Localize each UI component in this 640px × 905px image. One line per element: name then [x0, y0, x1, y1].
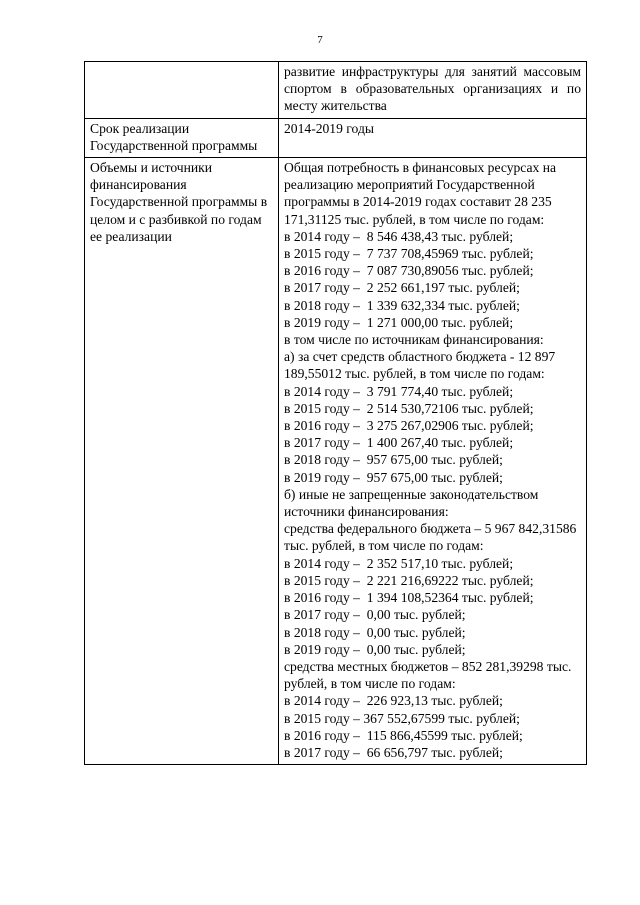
regional-year-line: в 2017 году – 1 400 267,40 тыс. рублей;: [284, 435, 514, 451]
total-year-line: в 2014 году – 8 546 438,43 тыс. рублей;: [284, 228, 514, 244]
local-budget-heading: средства местных бюджетов – 852 281,39298 тыс. рублей, в том числе по годам:: [284, 658, 572, 692]
local-year-line: в 2017 году – 66 656,797 тыс. рублей;: [284, 744, 503, 760]
row-label-empty: [85, 62, 279, 119]
federal-year-line: в 2016 году – 1 394 108,52364 тыс. рублей;: [284, 590, 534, 606]
federal-year-line: в 2018 году – 0,00 тыс. рублей;: [284, 624, 466, 640]
local-year-line: в 2014 году – 226 923,13 тыс. рублей;: [284, 693, 503, 709]
federal-budget-heading: средства федерального бюджета – 5 967 842,31586 тыс. рублей, в том числе по годам:: [284, 521, 577, 554]
term-value: 2014-2019 годы: [279, 118, 587, 157]
financing-intro: Общая потребность в финансовых ресурсах на реализацию мероприятий Государственной программы в 2014-2019 годах составит 28 235 171,31125 тыс. рублей, в том числе по годам:: [284, 160, 557, 227]
page-number: 7: [317, 34, 323, 46]
regional-year-line: в 2016 году – 3 275 267,02906 тыс. рублей;: [284, 418, 534, 434]
local-year-line: в 2015 году – 367 552,67599 тыс. рублей;: [284, 710, 520, 726]
federal-year-line: в 2017 году – 0,00 тыс. рублей;: [284, 607, 466, 623]
total-year-line: в 2019 году – 1 271 000,00 тыс. рублей;: [284, 314, 514, 330]
financing-label: Объемы и источники финансирования Государственной программы в целом и с разбивкой по годам ее реализации: [85, 158, 279, 765]
table-row-term: [85, 118, 587, 157]
regional-year-line: в 2014 году – 3 791 774,40 тыс. рублей;: [284, 383, 514, 399]
total-year-line: в 2018 году – 1 339 632,334 тыс. рублей;: [284, 297, 520, 313]
regional-year-line: в 2019 году – 957 675,00 тыс. рублей;: [284, 469, 503, 485]
federal-year-line: в 2019 году – 0,00 тыс. рублей;: [284, 641, 466, 657]
program-passport-table: [84, 61, 587, 765]
other-sources-heading: б) иные не запрещенные законодательством источники финансирования:: [284, 486, 539, 520]
regional-year-line: в 2018 году – 957 675,00 тыс. рублей;: [284, 452, 503, 468]
financing-details: [279, 158, 587, 765]
federal-year-line: в 2014 году – 2 352 517,10 тыс. рублей;: [284, 555, 514, 571]
regional-budget-heading: а) за счет средств областного бюджета - 12 897 189,55012 тыс. рублей, в том числе по годам:: [284, 349, 556, 382]
continuation-text: развитие инфраструктуры для занятий массовым спортом в образовательных организациях и по месту жительства: [279, 62, 587, 119]
table-row-financing: [85, 158, 587, 765]
total-year-line: в 2015 году – 7 737 708,45969 тыс. рублей;: [284, 246, 534, 262]
regional-year-line: в 2015 году – 2 514 530,72106 тыс. рублей;: [284, 400, 534, 416]
total-year-line: в 2017 году – 2 252 661,197 тыс. рублей;: [284, 280, 520, 296]
federal-year-line: в 2015 году – 2 221 216,69222 тыс. рублей;: [284, 572, 534, 588]
term-label: Срок реализации Государственной программы: [85, 118, 279, 157]
by-sources-heading: в том числе по источникам финансирования:: [284, 332, 544, 348]
total-year-line: в 2016 году – 7 087 730,89056 тыс. рублей;: [284, 263, 534, 279]
local-year-line: в 2016 году – 115 866,45599 тыс. рублей;: [284, 727, 523, 743]
table-row-continuation: [85, 62, 587, 119]
